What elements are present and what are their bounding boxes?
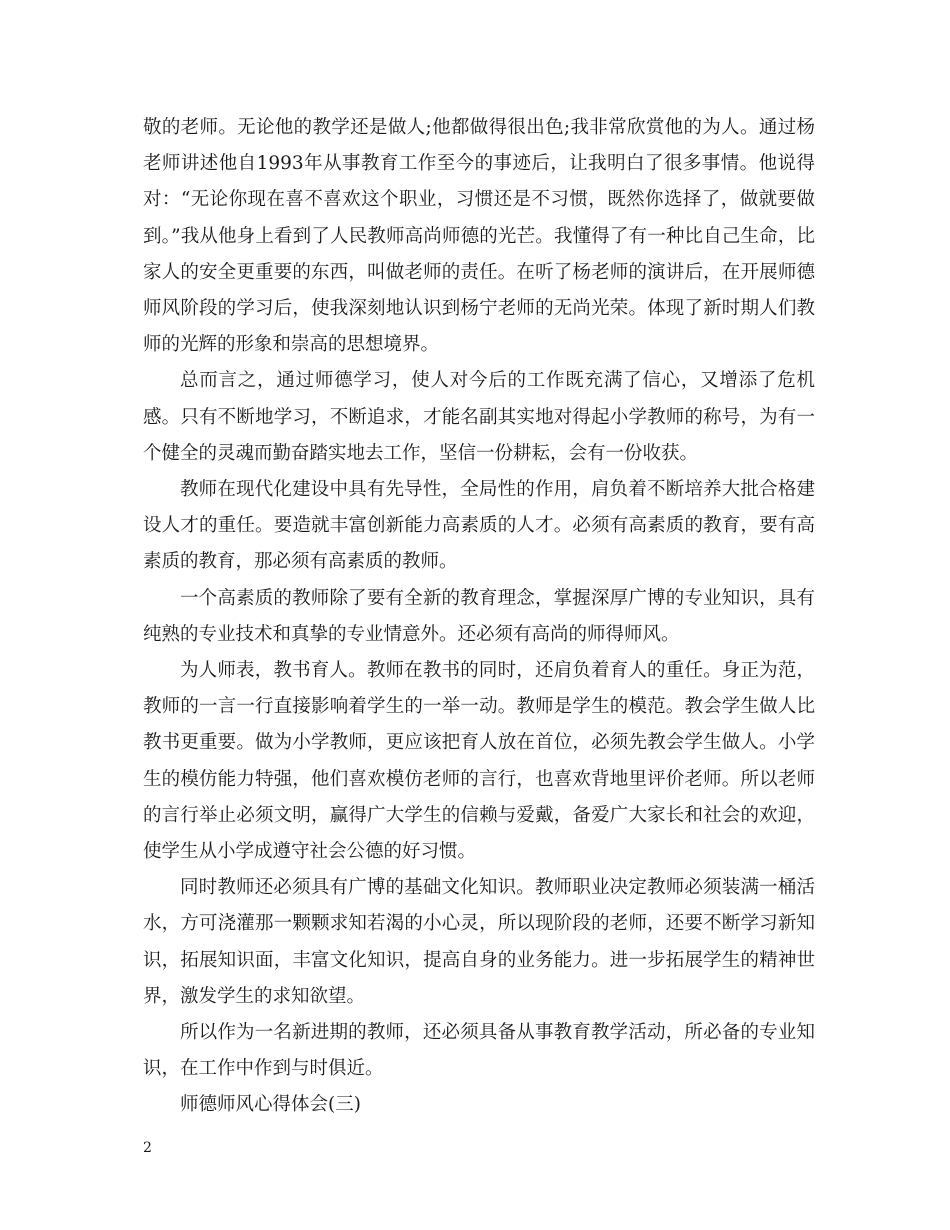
section-heading: 师德师风心得体会(三): [180, 1094, 361, 1116]
paragraph-quality-teacher: 一个高素质的教师除了要有全新的教育理念，掌握深厚广博的专业知识，具有纯熟的专业技术和真挚的专业情意外。还必须有高尚的师得师风。: [143, 587, 815, 645]
paragraph-modernization: 教师在现代化建设中具有先导性，全局性的作用，肩负着不断培养大批合格建设人才的重任。要造就丰富创新能力高素质的人才。必须有高素质的教育，要有高素质的教育，那必须有高素质的教师。: [143, 479, 815, 573]
paragraph-summary: 总而言之，通过师德学习，使人对今后的工作既充满了信心，又增添了危机感。只有不断地学习，不断追求，才能名副其实地对得起小学教师的称号，为有一个健全的灵魂而勤奋踏实地去工作，坚信一份耕耘，会有一份收获。: [143, 370, 815, 464]
page-number: 2: [143, 1140, 152, 1156]
paragraph-knowledge: 同时教师还必须具有广博的基础文化知识。教师职业决定教师必须装满一桶活水，方可浇灌那一颗颗求知若渴的小心灵，所以现阶段的老师，还要不断学习新知识，拓展知识面，丰富文化知识，提高自身的业务能力。进一步拓展学生的精神世界，激发学生的求知欲望。: [143, 877, 815, 1007]
paragraph-role-model: 为人师表，教书育人。教师在教书的同时，还肩负着育人的重任。身正为范，教师的一言一行直接影响着学生的一举一动。教师是学生的模范。教会学生做人比教书更重要。做为小学教师，更应该把育人放在首位，必须先教会学生做人。小学生的模仿能力特强，他们喜欢模仿老师的言行，也喜欢背地里评价老师。所以老师的言行举止必须文明，赢得广大学生的信赖与爱戴，备爱广大家长和社会的欢迎，使学生从小学成遵守社会公德的好习惯。: [143, 660, 815, 863]
document-body: [143, 110, 815, 1124]
paragraph-conclusion: 所以作为一名新进期的教师，还必须具备从事教育教学活动，所必备的专业知识，在工作中作到与时俱近。: [143, 1022, 815, 1080]
paragraph-continuation: 敬的老师。无论他的教学还是做人;他都做得很出色;我非常欣赏他的为人。通过杨老师讲述他自1993年从事教育工作至今的事迹后，让我明白了很多事情。他说得对：“无论你现在喜不喜欢这个职业，习惯还是不习惯，既然你选择了，做就要做到。”我从他身上看到了人民教师高尚师德的光芒。我懂得了有一种比自己生命，比家人的安全更重要的东西，叫做老师的责任。在听了杨老师的演讲后，在开展师德师风阶段的学习后，使我深刻地认识到杨宁老师的无尚光荣。体现了新时期人们教师的光辉的形象和崇高的思想境界。: [143, 117, 815, 356]
